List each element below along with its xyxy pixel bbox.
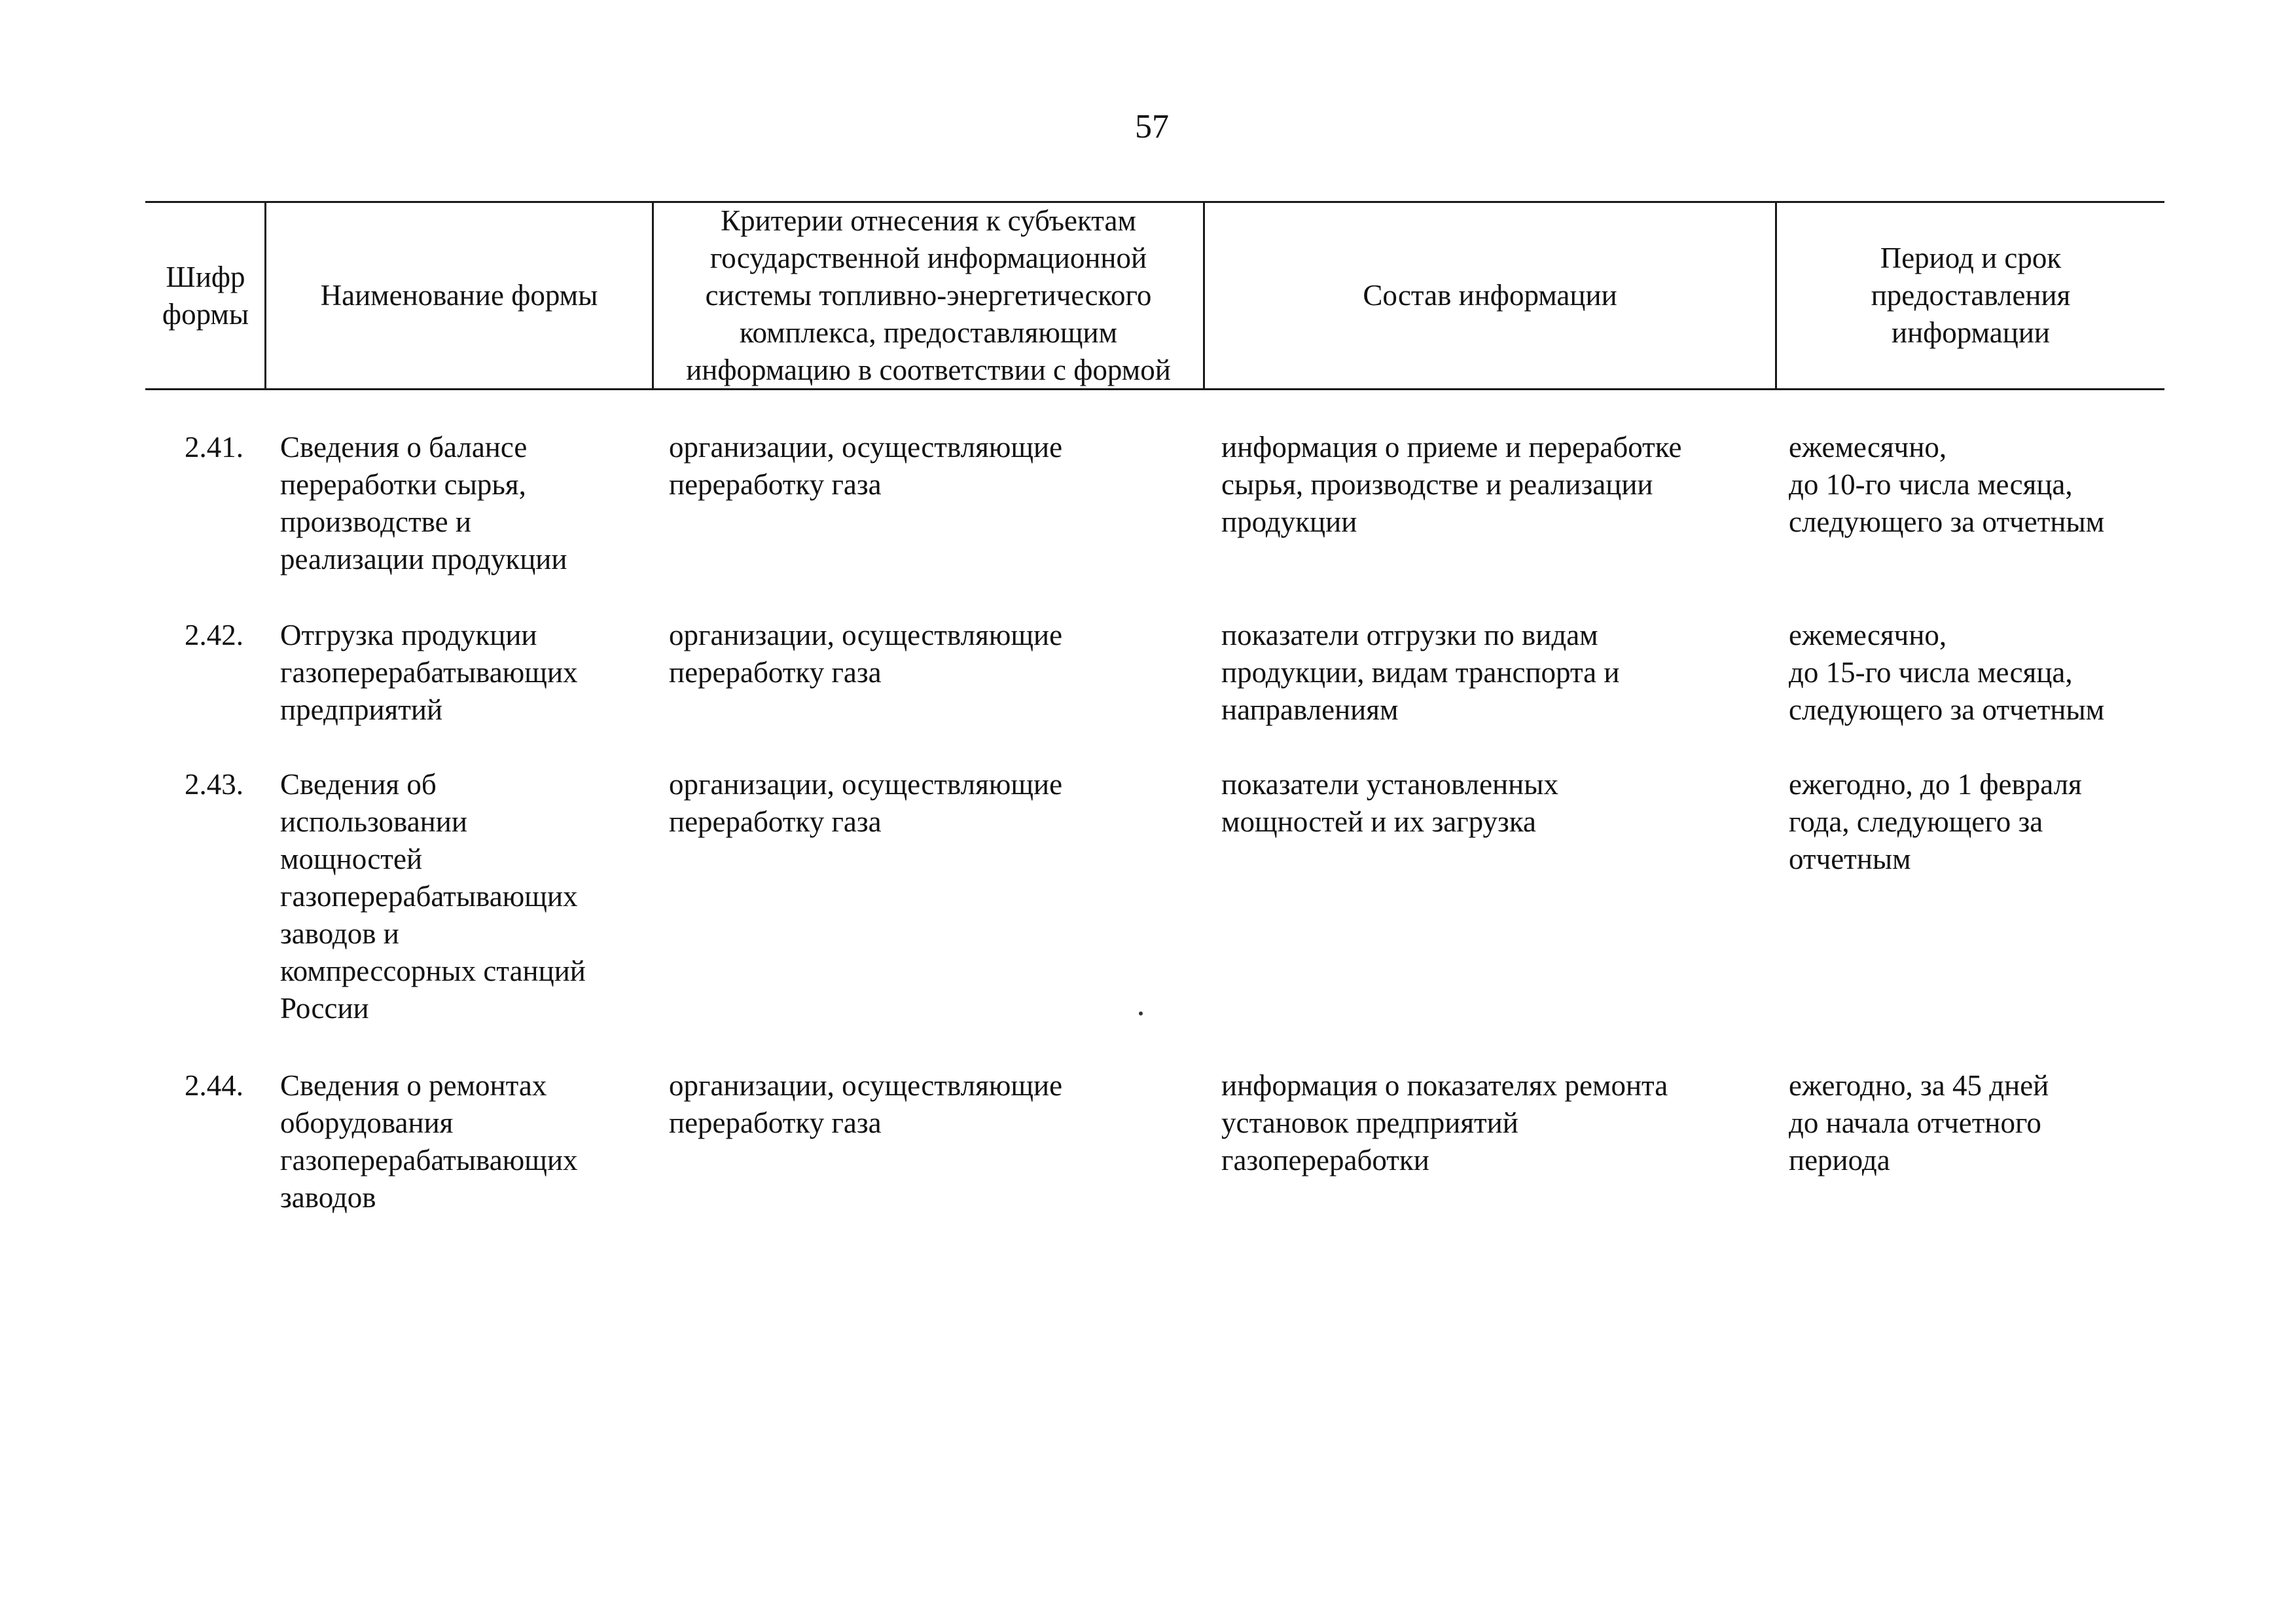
table-row-code: 2.44. bbox=[185, 1069, 243, 1102]
table-row-content: информация о показателях ремонта установок предприятий газопереработки bbox=[1221, 1069, 1668, 1176]
table-row-criteria: организации, осуществляющие переработку газа bbox=[669, 431, 1063, 501]
table-row-criteria: организации, осуществляющие переработку газа bbox=[669, 619, 1063, 689]
table-row-content: информация о приеме и переработке сырья, производстве и реализации продукции bbox=[1221, 431, 1682, 538]
table-row-period: ежемесячно, до 15-го числа месяца, следующего за отчетным bbox=[1789, 619, 2105, 726]
table-row-form-name: Сведения о балансе переработки сырья, производстве и реализации продукции bbox=[280, 431, 567, 575]
table-row-period: ежегодно, за 45 дней до начала отчетного периода bbox=[1789, 1069, 2049, 1176]
header-form-name: Наименование формы bbox=[320, 279, 598, 312]
table-row-period: ежегодно, до 1 февраля года, следующего за отчетным bbox=[1789, 768, 2082, 875]
header-information-content: Состав информации bbox=[1363, 279, 1617, 312]
table-row-form-name: Сведения об использовании мощностей газоперерабатывающих заводов и компрессорных станций России bbox=[280, 768, 586, 1025]
page-number: 57 bbox=[1135, 108, 1169, 145]
header-form-code: Шифр формы bbox=[162, 260, 249, 331]
table-row-criteria: организации, осуществляющие переработку газа bbox=[669, 1069, 1063, 1139]
table-row-code: 2.43. bbox=[185, 768, 243, 801]
header-period: Период и срок предоставления информации bbox=[1871, 242, 2071, 349]
header-criteria: Критерии отнесения к субъектам государственной информационной системы топливно-энергетического комплекса, предоставляющим информацию в соответствии с формой bbox=[686, 204, 1171, 386]
table-row-form-name: Отгрузка продукции газоперерабатывающих предприятий bbox=[280, 619, 578, 726]
table-row-code: 2.42. bbox=[185, 619, 243, 651]
table-row-form-name: Сведения о ремонтах оборудования газоперерабатывающих заводов bbox=[280, 1069, 578, 1214]
table-row-content: показатели отгрузки по видам продукции, видам транспорта и направлениям bbox=[1221, 619, 1620, 726]
table-row-criteria: организации, осуществляющие переработку газа bbox=[669, 768, 1063, 838]
table-row-content: показатели установленных мощностей и их загрузка bbox=[1221, 768, 1558, 838]
table-row-period: ежемесячно, до 10-го числа месяца, следующего за отчетным bbox=[1789, 431, 2105, 538]
table-row-code: 2.41. bbox=[185, 431, 243, 464]
scan-speck bbox=[1139, 1012, 1143, 1015]
